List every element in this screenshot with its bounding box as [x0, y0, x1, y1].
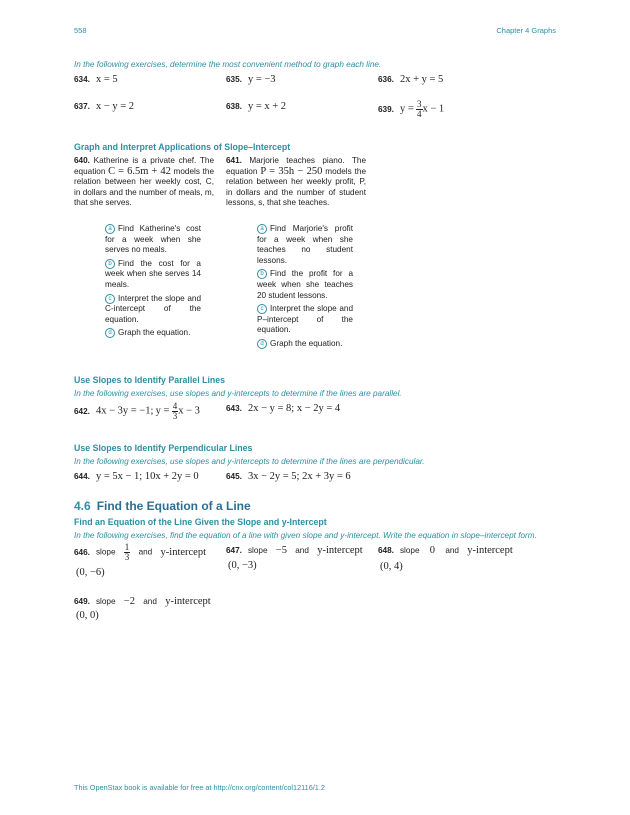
exercise-646	[74, 543, 206, 562]
footer-note: This OpenStax book is available for free at http://cnx.org/content/col12116/1.2	[74, 783, 325, 792]
slope-word: slope	[247, 546, 268, 555]
point: (0, 4)	[380, 561, 403, 572]
heading-slope-intercept-applications: Graph and Interpret Applications of Slope–Intercept	[74, 142, 291, 152]
slope-value: −2	[123, 596, 135, 607]
exercise-638	[226, 101, 286, 112]
point: (0, 0)	[76, 610, 99, 621]
part-text: Interpret the slope and C-intercept of the equation.	[105, 293, 201, 324]
exercise-number: 634.	[74, 75, 90, 84]
exercise-637	[74, 101, 134, 112]
and-word: and	[445, 546, 459, 555]
exercise-648-point	[380, 561, 403, 572]
equation: 3x − 2y = 5; 2x + 3y = 6	[247, 471, 351, 482]
part-label-icon: b	[257, 269, 267, 279]
numerator: 4	[172, 401, 178, 411]
part-label-icon: a	[105, 224, 115, 234]
part-label-icon: d	[105, 328, 115, 338]
part-c	[105, 294, 201, 326]
chapter-title: Chapter 4 Graphs	[496, 26, 556, 35]
exercise-number: 646.	[74, 547, 90, 557]
point: (0, −3)	[228, 560, 257, 571]
equation-2-lhs: y =	[155, 405, 170, 417]
numerator: 1	[124, 542, 130, 552]
exercise-641	[226, 156, 366, 209]
exercise-number: 648.	[378, 546, 394, 555]
part-label-icon: c	[257, 304, 267, 314]
equation-1: 4x − 3y = −1;	[95, 405, 154, 417]
exercise-number: 640.	[74, 156, 90, 165]
exercise-642	[74, 402, 200, 421]
slope-word: slope	[95, 597, 116, 606]
part-label-icon: d	[257, 339, 267, 349]
equation: y = 5x − 1; 10x + 2y = 0	[95, 471, 199, 482]
exercise-number: 637.	[74, 102, 90, 111]
part-text: Graph the equation.	[270, 338, 343, 348]
equation: C = 6.5m + 42	[108, 165, 171, 177]
equation: P = 35h − 250	[260, 165, 323, 177]
exercise-640-parts	[105, 224, 201, 339]
point: (0, −6)	[76, 567, 105, 578]
instruction-a: In the following exercises, determine the most convenient method to graph each line.	[74, 60, 382, 69]
part-label-icon: b	[105, 259, 115, 269]
section-title-text: Find the Equation of a Line	[96, 499, 251, 513]
exercise-number: 638.	[226, 102, 242, 111]
statement-text-1: Marjorie teaches piano. The equation	[226, 156, 366, 176]
and-word: and	[138, 547, 153, 557]
slope-value: −5	[275, 545, 287, 556]
exercise-634	[74, 74, 118, 85]
heading-slope-y-intercept: Find an Equation of the Line Given the Slope and y-Intercept	[74, 517, 327, 527]
part-b	[105, 259, 201, 291]
equation-rhs: x − 1	[422, 103, 445, 115]
part-text: Find Katherine's cost for a week when she serves no meals.	[105, 224, 201, 255]
exercise-number: 641.	[226, 156, 242, 165]
equation: x − y = 2	[95, 101, 135, 112]
part-label-icon: a	[257, 224, 267, 234]
exercise-641-statement	[226, 156, 366, 209]
part-text: Find the cost for a week when she serves 14 meals.	[105, 258, 201, 289]
part-text: Find Marjorie's profit for a week when she teaches no student lessons.	[257, 224, 353, 265]
slope-word: slope	[95, 547, 116, 557]
exercise-number: 649.	[74, 597, 90, 606]
section-title	[74, 499, 251, 513]
equation: y = −3	[247, 74, 276, 85]
part-b	[257, 269, 353, 301]
and-word: and	[143, 597, 157, 606]
exercise-649-point	[76, 610, 99, 621]
part-a	[257, 224, 353, 266]
y-intercept-word: y-intercept	[160, 546, 207, 558]
equation-2-rhs: x − 3	[178, 405, 200, 417]
exercise-649	[74, 596, 211, 607]
exercise-640	[74, 156, 214, 209]
part-text: Find the profit for a week when she teaches 20 student lessons.	[257, 269, 353, 300]
part-d	[257, 339, 353, 350]
page-number: 558	[74, 26, 87, 35]
slope-word: slope	[399, 546, 420, 555]
numerator: 3	[417, 99, 422, 109]
denominator: 3	[172, 411, 178, 421]
equation: 2x − y = 8; x − 2y = 4	[247, 403, 341, 414]
exercise-number: 645.	[226, 472, 242, 481]
exercise-647	[226, 545, 363, 556]
exercise-646-point	[76, 567, 105, 578]
denominator: 3	[124, 552, 130, 562]
and-word: and	[295, 546, 309, 555]
exercise-645	[226, 471, 351, 482]
instruction-c: In the following exercises, use slopes and y-intercepts to determine if the lines are parallel.	[74, 389, 402, 398]
section-number: 4.6	[74, 499, 91, 513]
exercise-648	[378, 545, 513, 556]
heading-parallel-lines: Use Slopes to Identify Parallel Lines	[74, 375, 226, 385]
exercise-number: 635.	[226, 75, 242, 84]
exercise-number: 639.	[378, 104, 394, 114]
slope-value: 0	[429, 545, 436, 556]
exercise-643	[226, 403, 340, 414]
equation: x = 5	[95, 74, 118, 85]
exercise-640-statement	[74, 156, 214, 209]
part-d	[105, 328, 201, 339]
exercise-644	[74, 471, 199, 482]
equation-lhs: y =	[399, 103, 414, 115]
y-intercept-word: y-intercept	[467, 545, 513, 556]
part-c	[257, 304, 353, 336]
exercise-641-parts	[257, 224, 353, 350]
exercise-number: 642.	[74, 406, 90, 416]
instruction-46: In the following exercises, find the equation of a line with given slope and y-intercept. Write the equation in slope–intercept form.	[74, 531, 537, 540]
instruction-d: In the following exercises, use slopes and y-intercepts to determine if the lines are perpendicular.	[74, 457, 425, 466]
y-intercept-word: y-intercept	[317, 545, 363, 556]
denominator: 4	[417, 109, 422, 119]
statement-text-2: models the relation between her weekly profit, P, in dollars and the number of student lessons, s, that she teaches.	[226, 166, 367, 208]
fraction	[124, 543, 131, 562]
exercise-636	[378, 74, 443, 85]
part-label-icon: c	[105, 294, 115, 304]
heading-perpendicular-lines: Use Slopes to Identify Perpendicular Lines	[74, 443, 253, 453]
exercise-635	[226, 74, 276, 85]
statement-text-2: models the relation between her weekly cost, C, in dollars and the number of meals, m, that she serves.	[74, 166, 214, 208]
exercise-number: 647.	[226, 546, 242, 555]
part-text: Interpret the slope and P–intercept of the equation.	[257, 304, 353, 335]
exercise-639	[378, 100, 444, 119]
y-intercept-word: y-intercept	[165, 596, 211, 607]
exercise-number: 644.	[74, 472, 90, 481]
part-text: Graph the equation.	[118, 328, 191, 338]
exercise-647-point	[228, 560, 257, 571]
statement-text-1: Katherine is a private chef. The equation	[74, 156, 214, 176]
exercise-number: 636.	[378, 75, 394, 84]
equation: 2x + y = 5	[399, 74, 444, 85]
equation: y = x + 2	[247, 101, 287, 112]
exercise-number: 643.	[226, 404, 242, 413]
part-a	[105, 224, 201, 256]
